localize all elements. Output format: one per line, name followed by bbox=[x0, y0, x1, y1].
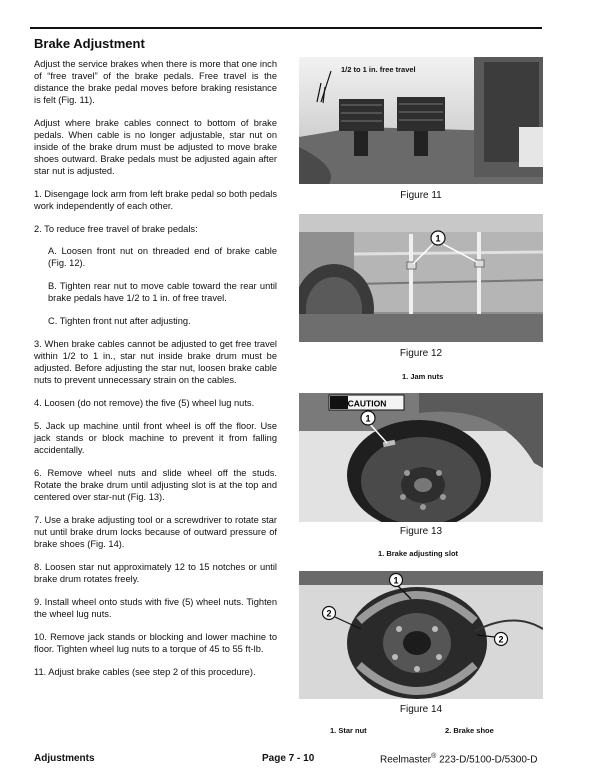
figure-12-photo bbox=[299, 214, 543, 342]
brake-shoe-callout-right: 2 bbox=[498, 634, 504, 645]
footer-brand: Reelmaster bbox=[380, 754, 432, 766]
figure-14-legend-brake-shoe: 2. Brake shoe bbox=[445, 726, 494, 735]
figure-13-photo bbox=[299, 393, 543, 522]
figure-13-legend: 1. Brake adjusting slot bbox=[378, 549, 459, 558]
brake-shoe-callout-left: 2 bbox=[326, 608, 332, 619]
figure-11-photo bbox=[299, 57, 543, 184]
step-2a: A. Loosen front nut on threaded end of brake cable (Fig. 12). bbox=[48, 246, 277, 268]
star-nut-callout: 1 bbox=[393, 575, 399, 586]
top-rule bbox=[30, 27, 542, 29]
step-8: 8. Loosen star nut approximately 12 to 15 notches or until brake drum rotates freely. bbox=[34, 562, 277, 584]
step-6: 6. Remove wheel nuts and slide wheel off the studs. Rotate the brake drum until adjusting slot is at the top and centered over star-nut (Fig. 13). bbox=[34, 468, 277, 502]
step-2: 2. To reduce free travel of brake pedals: bbox=[34, 224, 198, 234]
registered-mark: ® bbox=[431, 753, 437, 760]
step-5: 5. Jack up machine until front wheel is off the floor. Use jack stands or block machine to prevent it from falling accidentally. bbox=[34, 421, 277, 455]
step-4: 4. Loosen (do not remove) the five (5) wheel lug nuts. bbox=[34, 398, 255, 408]
footer-page-number: Page 7 - 10 bbox=[262, 753, 315, 764]
step-2b: B. Tighten rear nut to move cable toward the rear until brake pedals have 1/2 to 1 in. of free travel. bbox=[48, 281, 277, 303]
figure-12-legend: 1. Jam nuts bbox=[402, 372, 444, 381]
figure-12-caption: Figure 12 bbox=[399, 348, 443, 359]
footer-section: Adjustments bbox=[34, 753, 95, 764]
footer-model bbox=[380, 753, 537, 765]
figure-14-caption: Figure 14 bbox=[399, 704, 443, 715]
figure-14-legend-star-nut: 1. Star nut bbox=[330, 726, 367, 735]
step-3: 3. When brake cables cannot be adjusted to get free travel within 1/2 to 1 in., star nut inside brake drum must be adjusted. Before adjusting the star nut, loosen brake cable nuts to prevent unnecessary strain on the cables. bbox=[34, 339, 277, 385]
figure-13-caption: Figure 13 bbox=[399, 526, 443, 537]
figure-14-photo bbox=[299, 571, 543, 699]
section-title: Brake Adjustment bbox=[34, 36, 145, 51]
paragraph: Adjust where brake cables connect to bottom of brake pedals. When cable is no longer adjustable, star nut on inside of the brake drum must be adjusted to move brake shoes outward. Brake pedals must be adjusted again after star nut is adjusted. bbox=[34, 118, 277, 176]
step-11: 11. Adjust brake cables (see step 2 of this procedure). bbox=[34, 667, 256, 677]
footer-models: 223-D/5100-D/5300-D bbox=[436, 754, 538, 766]
paragraph: Adjust the service brakes when there is more that one inch of “free travel” of the brake pedals. Free travel is the distance the brake pedal moves before braking resistance is felt (Fig. 11). bbox=[34, 59, 277, 105]
caution-label: CAUTION bbox=[347, 398, 387, 409]
step-2c: C. Tighten front nut after adjusting. bbox=[48, 316, 191, 326]
step-7: 7. Use a brake adjusting tool or a screwdriver to rotate star nut until brake drum locks because of outward pressure of brake shoes (Fig. 14). bbox=[34, 515, 277, 549]
jam-nuts-callout: 1 bbox=[435, 233, 441, 244]
step-1: 1. Disengage lock arm from left brake pedal so both pedals work independently of each other. bbox=[34, 189, 277, 211]
procedure-text bbox=[34, 58, 277, 678]
step-9: 9. Install wheel onto studs with five (5) wheel nuts. Tighten the wheel lug nuts. bbox=[34, 597, 277, 619]
adjusting-slot-callout: 1 bbox=[365, 413, 371, 424]
figure-11-caption: Figure 11 bbox=[400, 190, 442, 201]
step-10: 10. Remove jack stands or blocking and lower machine to floor. Tighten wheel lug nuts to a torque of 45 to 55 ft-lb. bbox=[34, 632, 277, 654]
free-travel-label: 1/2 to 1 in. free travel bbox=[341, 65, 416, 74]
